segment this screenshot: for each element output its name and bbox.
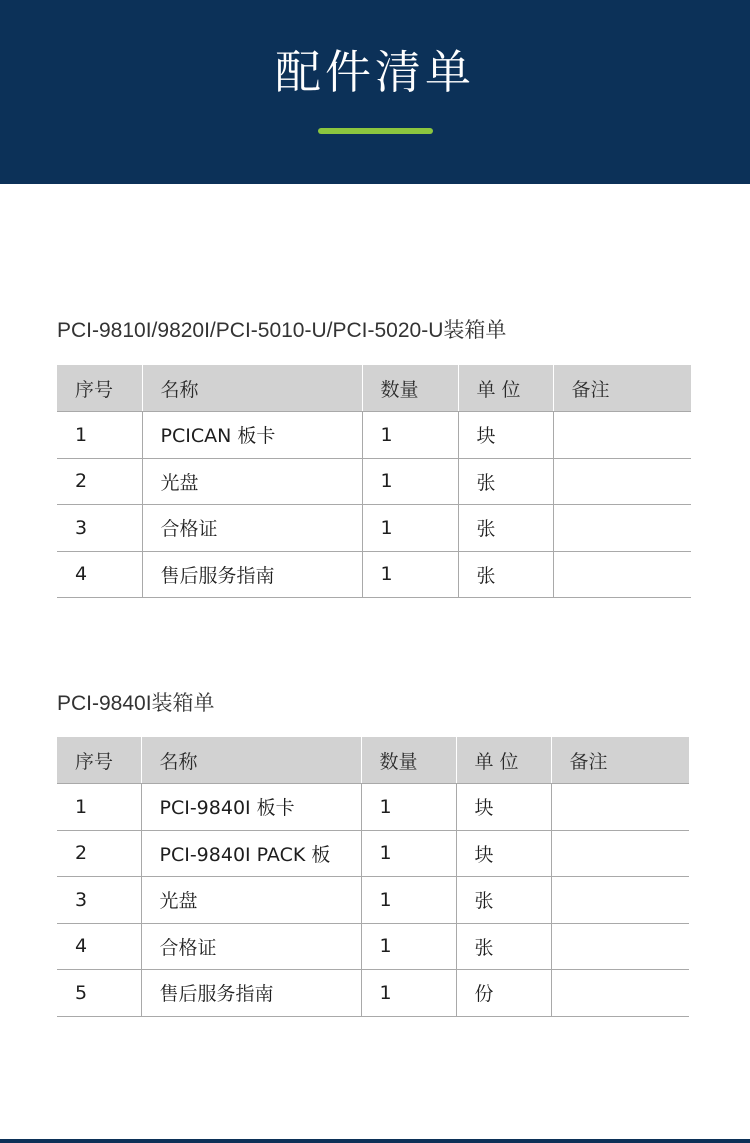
cell-index: 1 (57, 784, 141, 831)
cell-index: 2 (57, 830, 141, 877)
cell-quantity: 1 (362, 412, 458, 459)
cell-remark (551, 830, 689, 877)
table-row (57, 877, 689, 924)
title-underline-accent (318, 128, 433, 134)
cell-unit: 块 (458, 412, 553, 459)
cell-quantity: 1 (361, 970, 456, 1017)
cell-name: PCICAN 板卡 (142, 412, 362, 459)
cell-remark (553, 505, 691, 552)
cell-quantity: 1 (362, 505, 458, 552)
cell-quantity: 1 (362, 551, 458, 598)
cell-index: 3 (57, 505, 142, 552)
table-row (57, 458, 691, 505)
table-row (57, 412, 691, 459)
table-row (57, 830, 689, 877)
header-cell-quantity: 数量 (361, 737, 456, 784)
cell-remark (553, 412, 691, 459)
cell-index: 4 (57, 923, 141, 970)
cell-remark (551, 784, 689, 831)
cell-remark (553, 551, 691, 598)
table-header-row (57, 737, 689, 784)
cell-unit: 张 (458, 505, 553, 552)
cell-index: 3 (57, 877, 141, 924)
header-cell-unit: 单 位 (456, 737, 551, 784)
header-cell-remark: 备注 (551, 737, 689, 784)
cell-unit: 张 (456, 877, 551, 924)
cell-name: 光盘 (142, 458, 362, 505)
packing-list-table (57, 737, 689, 1017)
cell-remark (551, 877, 689, 924)
header-cell-unit: 单 位 (458, 365, 553, 412)
cell-unit: 块 (456, 784, 551, 831)
table-header-row (57, 365, 691, 412)
cell-unit: 张 (458, 458, 553, 505)
cell-quantity: 1 (361, 877, 456, 924)
cell-name: 售后服务指南 (142, 551, 362, 598)
cell-quantity: 1 (362, 458, 458, 505)
cell-name: PCI-9840I PACK 板 (141, 830, 361, 877)
cell-index: 4 (57, 551, 142, 598)
header-cell-index: 序号 (57, 365, 142, 412)
header-cell-quantity: 数量 (362, 365, 458, 412)
page-title: 配件清单 (275, 45, 475, 99)
table-row (57, 923, 689, 970)
cell-quantity: 1 (361, 923, 456, 970)
cell-index: 5 (57, 970, 141, 1017)
header-cell-name: 名称 (141, 737, 361, 784)
cell-quantity: 1 (361, 784, 456, 831)
cell-unit: 张 (456, 923, 551, 970)
header-cell-name: 名称 (142, 365, 362, 412)
cell-name: 光盘 (141, 877, 361, 924)
header-banner (0, 0, 750, 184)
cell-unit: 份 (456, 970, 551, 1017)
section-title: PCI-9840I装箱单 (57, 692, 215, 715)
footer-divider (0, 1139, 750, 1143)
cell-name: 合格证 (141, 923, 361, 970)
header-cell-index: 序号 (57, 737, 141, 784)
table-row (57, 970, 689, 1017)
section-title: PCI-9810I/9820I/PCI-5010-U/PCI-5020-U装箱单 (57, 319, 507, 342)
cell-remark (551, 923, 689, 970)
packing-list-table (57, 365, 691, 598)
cell-unit: 张 (458, 551, 553, 598)
cell-quantity: 1 (361, 830, 456, 877)
cell-remark (551, 970, 689, 1017)
header-cell-remark: 备注 (553, 365, 691, 412)
cell-unit: 块 (456, 830, 551, 877)
cell-name: 售后服务指南 (141, 970, 361, 1017)
table-row (57, 551, 691, 598)
cell-name: 合格证 (142, 505, 362, 552)
table-row (57, 784, 689, 831)
cell-index: 1 (57, 412, 142, 459)
cell-index: 2 (57, 458, 142, 505)
cell-name: PCI-9840I 板卡 (141, 784, 361, 831)
table-row (57, 505, 691, 552)
cell-remark (553, 458, 691, 505)
